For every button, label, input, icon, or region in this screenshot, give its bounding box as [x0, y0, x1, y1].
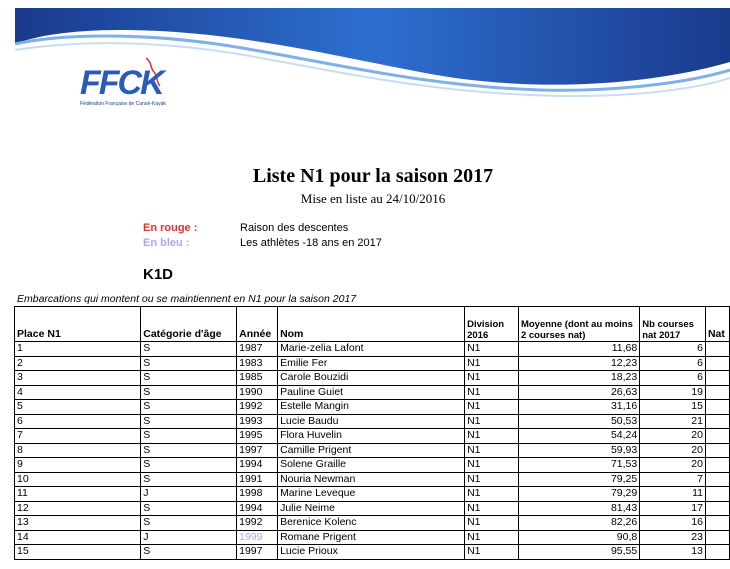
table-row: [15, 501, 730, 516]
header-nb-courses: Nb courses nat 2017: [640, 307, 706, 342]
logo-subtitle: Fédération Française de Canoë-Kayak: [80, 101, 166, 107]
cell-year: 1991: [237, 472, 278, 487]
cell-average: 18,23: [518, 371, 639, 386]
ffck-logo: [78, 56, 198, 116]
cell-place: 12: [15, 501, 141, 516]
cell-category: S: [141, 385, 237, 400]
cell-nat: [705, 501, 729, 516]
table-row: [15, 414, 730, 429]
cell-nb-courses: 13: [640, 545, 706, 560]
header-category: Catégorie d'âge: [141, 307, 237, 342]
cell-place: 11: [15, 487, 141, 502]
cell-average: 26,63: [518, 385, 639, 400]
cell-division: N1: [465, 472, 519, 487]
legend-red-key: En rouge :: [143, 222, 198, 234]
cell-nat: [705, 545, 729, 560]
cell-year: 1990: [237, 385, 278, 400]
cell-year: 1999: [237, 530, 278, 545]
cell-nat: [705, 516, 729, 531]
cell-average: 31,16: [518, 400, 639, 415]
cell-name: Lucie Prioux: [278, 545, 465, 560]
cell-nb-courses: 21: [640, 414, 706, 429]
cell-division: N1: [465, 458, 519, 473]
legend-red-value: Raison des descentes: [240, 222, 349, 234]
cell-category: S: [141, 414, 237, 429]
cell-nb-courses: 20: [640, 443, 706, 458]
cell-name: Carole Bouzidi: [278, 371, 465, 386]
cell-year: 1997: [237, 443, 278, 458]
cell-nb-courses: 16: [640, 516, 706, 531]
cell-name: Solene Graille: [278, 458, 465, 473]
cell-category: J: [141, 487, 237, 502]
cell-average: 59,93: [518, 443, 639, 458]
table-body: [15, 342, 730, 560]
cell-nat: [705, 371, 729, 386]
table-row: [15, 342, 730, 357]
cell-nb-courses: 17: [640, 501, 706, 516]
cell-division: N1: [465, 530, 519, 545]
cell-nat: [705, 530, 729, 545]
cell-name: Emilie Fer: [278, 356, 465, 371]
cell-nat: [705, 443, 729, 458]
cell-nat: [705, 472, 729, 487]
cell-place: 4: [15, 385, 141, 400]
cell-division: N1: [465, 400, 519, 415]
cell-name: Pauline Guiet: [278, 385, 465, 400]
table-row: [15, 371, 730, 386]
cell-nat: [705, 414, 729, 429]
cell-division: N1: [465, 385, 519, 400]
table-caption: Embarcations qui montent ou se maintiennent en N1 pour la saison 2017: [17, 293, 357, 305]
table-row: [15, 458, 730, 473]
cell-place: 7: [15, 429, 141, 444]
page-title: Liste N1 pour la saison 2017: [252, 165, 494, 187]
cell-nb-courses: 6: [640, 371, 706, 386]
cell-division: N1: [465, 356, 519, 371]
cell-place: 9: [15, 458, 141, 473]
section-title: K1D: [143, 266, 174, 283]
cell-year: 1985: [237, 371, 278, 386]
cell-category: S: [141, 501, 237, 516]
cell-nat: [705, 385, 729, 400]
cell-category: S: [141, 443, 237, 458]
page-subtitle: Mise en liste au 24/10/2016: [300, 191, 446, 206]
cell-place: 10: [15, 472, 141, 487]
cell-place: 3: [15, 371, 141, 386]
logo-text: FFCK: [80, 64, 163, 102]
cell-nb-courses: 11: [640, 487, 706, 502]
cell-category: S: [141, 545, 237, 560]
cell-year: 1998: [237, 487, 278, 502]
cell-year: 1994: [237, 458, 278, 473]
cell-name: Nouria Newman: [278, 472, 465, 487]
cell-place: 1: [15, 342, 141, 357]
cell-category: S: [141, 400, 237, 415]
cell-category: S: [141, 342, 237, 357]
cell-nb-courses: 6: [640, 342, 706, 357]
cell-nb-courses: 20: [640, 429, 706, 444]
cell-division: N1: [465, 429, 519, 444]
cell-average: 54,24: [518, 429, 639, 444]
cell-division: N1: [465, 487, 519, 502]
cell-nb-courses: 7: [640, 472, 706, 487]
cell-place: 8: [15, 443, 141, 458]
cell-division: N1: [465, 371, 519, 386]
table-row: [15, 545, 730, 560]
cell-division: N1: [465, 443, 519, 458]
cell-nb-courses: 6: [640, 356, 706, 371]
header-average: Moyenne (dont au moins 2 courses nat): [518, 307, 639, 342]
header-place: Place N1: [15, 307, 141, 342]
cell-category: J: [141, 530, 237, 545]
cell-year: 1987: [237, 342, 278, 357]
cell-nat: [705, 356, 729, 371]
cell-division: N1: [465, 342, 519, 357]
cell-name: Estelle Mangin: [278, 400, 465, 415]
cell-category: S: [141, 472, 237, 487]
cell-nat: [705, 429, 729, 444]
cell-name: Flora Huvelin: [278, 429, 465, 444]
cell-category: S: [141, 356, 237, 371]
cell-category: S: [141, 371, 237, 386]
table-row: [15, 385, 730, 400]
cell-name: Romane Prigent: [278, 530, 465, 545]
table-row: [15, 400, 730, 415]
cell-place: 13: [15, 516, 141, 531]
table-row: [15, 356, 730, 371]
legend-blue-key: En bleu :: [143, 237, 190, 249]
table-row: [15, 516, 730, 531]
cell-year: 1992: [237, 516, 278, 531]
table-row: [15, 487, 730, 502]
cell-average: 82,26: [518, 516, 639, 531]
cell-place: 2: [15, 356, 141, 371]
cell-average: 95,55: [518, 545, 639, 560]
header-year: Année: [237, 307, 278, 342]
cell-average: 79,29: [518, 487, 639, 502]
cell-year: 1997: [237, 545, 278, 560]
cell-year: 1994: [237, 501, 278, 516]
legend-blue-value: Les athlètes -18 ans en 2017: [240, 237, 382, 249]
cell-nat: [705, 458, 729, 473]
table-header-row: [15, 307, 730, 342]
cell-category: S: [141, 516, 237, 531]
cell-name: Marie-zelia Lafont: [278, 342, 465, 357]
header-name: Nom: [278, 307, 465, 342]
table-row: [15, 530, 730, 545]
cell-year: 1995: [237, 429, 278, 444]
cell-nb-courses: 19: [640, 385, 706, 400]
cell-average: 71,53: [518, 458, 639, 473]
cell-name: Lucie Baudu: [278, 414, 465, 429]
cell-place: 15: [15, 545, 141, 560]
cell-average: 79,25: [518, 472, 639, 487]
header-nat: Nat: [705, 307, 729, 342]
cell-average: 50,53: [518, 414, 639, 429]
cell-place: 6: [15, 414, 141, 429]
cell-nb-courses: 23: [640, 530, 706, 545]
table-row: [15, 472, 730, 487]
ranking-table: [14, 306, 730, 560]
cell-division: N1: [465, 545, 519, 560]
cell-average: 81,43: [518, 501, 639, 516]
cell-category: S: [141, 429, 237, 444]
cell-average: 12,23: [518, 356, 639, 371]
cell-nat: [705, 487, 729, 502]
cell-name: Berenice Kolenc: [278, 516, 465, 531]
cell-name: Camille Prigent: [278, 443, 465, 458]
cell-division: N1: [465, 516, 519, 531]
cell-category: S: [141, 458, 237, 473]
cell-nat: [705, 342, 729, 357]
cell-division: N1: [465, 501, 519, 516]
cell-place: 14: [15, 530, 141, 545]
cell-place: 5: [15, 400, 141, 415]
cell-average: 90,8: [518, 530, 639, 545]
header-division: Division 2016: [465, 307, 519, 342]
cell-nb-courses: 20: [640, 458, 706, 473]
cell-nat: [705, 400, 729, 415]
cell-name: Marine Leveque: [278, 487, 465, 502]
cell-name: Julie Neime: [278, 501, 465, 516]
cell-year: 1992: [237, 400, 278, 415]
cell-average: 11,68: [518, 342, 639, 357]
table-row: [15, 429, 730, 444]
table-row: [15, 443, 730, 458]
cell-year: 1983: [237, 356, 278, 371]
cell-year: 1993: [237, 414, 278, 429]
cell-division: N1: [465, 414, 519, 429]
cell-nb-courses: 15: [640, 400, 706, 415]
